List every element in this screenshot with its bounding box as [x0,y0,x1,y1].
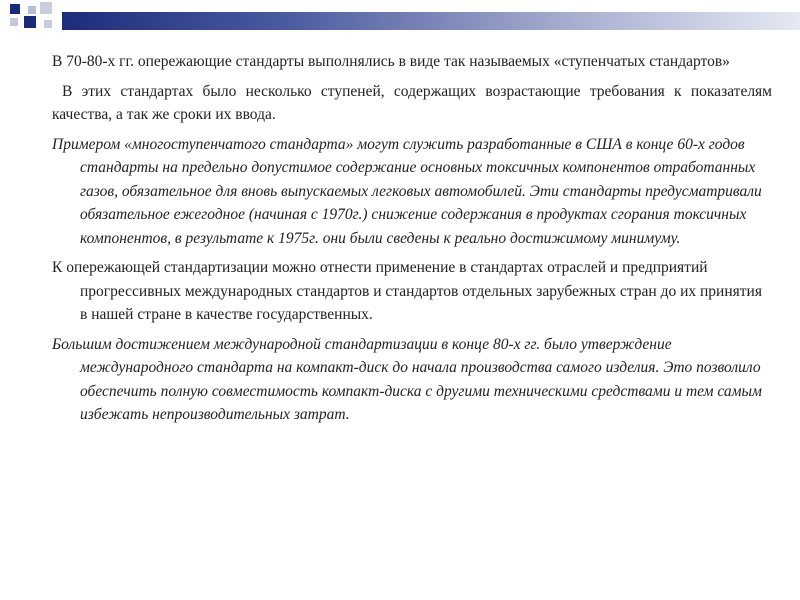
slide-body [52,50,772,433]
paragraph-example: Примером «многоступенчатого стандарта» могут служить разработанные в США в конце 60-х годов стандарты на предельно допустимое содержание основных токсичных компонентов отработанных газов, обязательное для вновь выпускаемых легковых автомобилей. Эти стандарты предусматривали обязательное ежегодное (начиная с 1970г.) снижение содержания в продуктах сгорания токсичных компонентов, в результате к 1975г. они были сведены к реально достижимому минимуму. [52,135,762,247]
decor-square [44,20,52,28]
decor-square [28,6,36,14]
decor-square [24,16,36,28]
paragraph-steps: В этих стандартах было несколько ступеней, содержащих возрастающие требования к показателям качества, а так же сроки их ввода. [52,82,772,123]
decor-square [40,2,52,14]
paragraph-compact-disc: Большим достижением международной стандартизации в конце 80-х гг. было утверждение международного стандарта на компакт-диск до начала производства самого изделия. Это позволило обеспечить полную совместимость компакт-диска с другими техническими средствами и тем самым избежать непроизводительных затрат. [52,335,762,423]
paragraph-advanced-standardization: К опережающей стандартизации можно отнести применение в стандартах отраслей и предприятий прогрессивных международных стандартов и стандартов отдельных зарубежных стран до их принятия в нашей стране в качестве государственных. [52,259,762,323]
paragraph-intro: В 70-80-х гг. опережающие стандарты выполнялись в виде так называемых «ступенчатых стандартов» [52,53,730,70]
header-gradient-bar [62,12,800,30]
slide-header-decoration [0,0,800,36]
decor-square [10,4,20,14]
decor-square [10,18,18,26]
